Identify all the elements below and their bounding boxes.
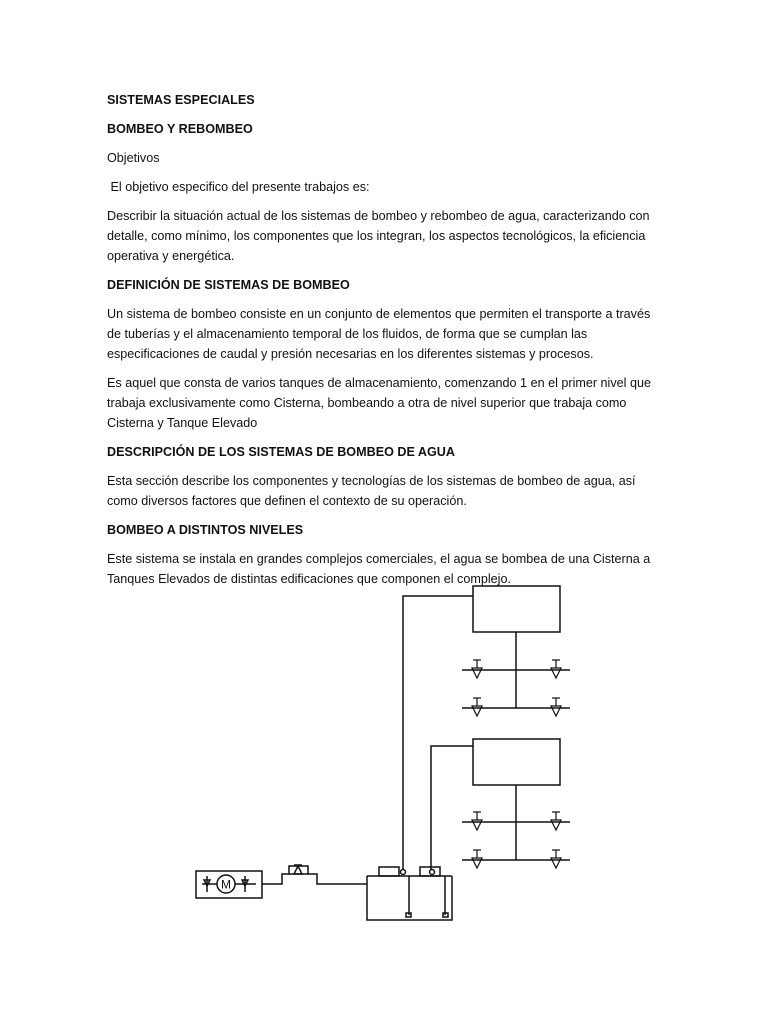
faucet-icon [551,660,561,678]
definicion-paragraph-1: Un sistema de bombeo consiste en un conjunto de elementos que permiten el transporte a través de tuberías y el almacenamiento temporal de los fluidos, de forma que se cumplan las especificaciones de caudal y presión necesarias en los diferentes sistemas y procesos. [107,307,651,361]
riser-pipe-lower [431,746,473,870]
descripcion-paragraph: Esta sección describe los componentes y tecnologías de los sistemas de bombeo de agua, así como diversos factores que definen el contexto de su operación. [107,474,636,508]
distribution-upper [462,632,570,708]
motor-symbol: M [221,877,231,892]
objetivo-intro: El objetivo especifico del presente trabajos es: [107,180,370,194]
distribution-lower [462,785,570,860]
riser-pipe-upper [403,596,473,870]
faucet-icon [551,850,561,868]
lower-tank [473,739,560,785]
supply-pipe [262,866,367,884]
upper-tank [473,586,560,632]
definicion-paragraph-2: Es aquel que consta de varios tanques de almacenamiento, comenzando 1 en el primer nivel que trabaja exclusivamente como Cisterna, bombeando a otra de nivel superior que trabaja como Cisterna y Tanque Elevado [107,376,651,430]
document-title: SISTEMAS ESPECIALES [107,93,255,107]
faucet-icon [472,812,482,830]
faucet-icon [472,660,482,678]
pump-right-outlet [430,870,435,875]
motor-valve-left-icon [202,876,217,892]
niveles-paragraph: Este sistema se instala en grandes complejos comerciales, el agua se bombea de una Cisterna a Tanques Elevados de distintas edificaciones que componen el complejo. [107,552,651,586]
section-heading-descripcion: DESCRIPCIÓN DE LOS SISTEMAS DE BOMBEO DE AGUA [107,445,455,459]
motor-valve-right-icon [235,876,256,892]
objetivo-paragraph: Describir la situación actual de los sistemas de bombeo y rebombeo de agua, caracterizando con detalle, como mínimo, los componentes que los integran, los aspectos tecnológicos, la eficiencia operativa y energética. [107,209,650,263]
faucet-icon [472,698,482,716]
faucet-icon [551,812,561,830]
motor-icon [217,875,235,893]
section-heading-bombeo: BOMBEO Y REBOMBEO [107,122,253,136]
faucet-icon [472,850,482,868]
section-heading-niveles: BOMBEO A DISTINTOS NIVELES [107,523,304,537]
pump-left-icon [379,867,399,876]
objetivos-label: Objetivos [107,151,160,165]
pump-left-outlet [401,870,406,875]
faucet-icon [551,698,561,716]
section-heading-definicion: DEFINICIÓN DE SISTEMAS DE BOMBEO [107,278,350,292]
